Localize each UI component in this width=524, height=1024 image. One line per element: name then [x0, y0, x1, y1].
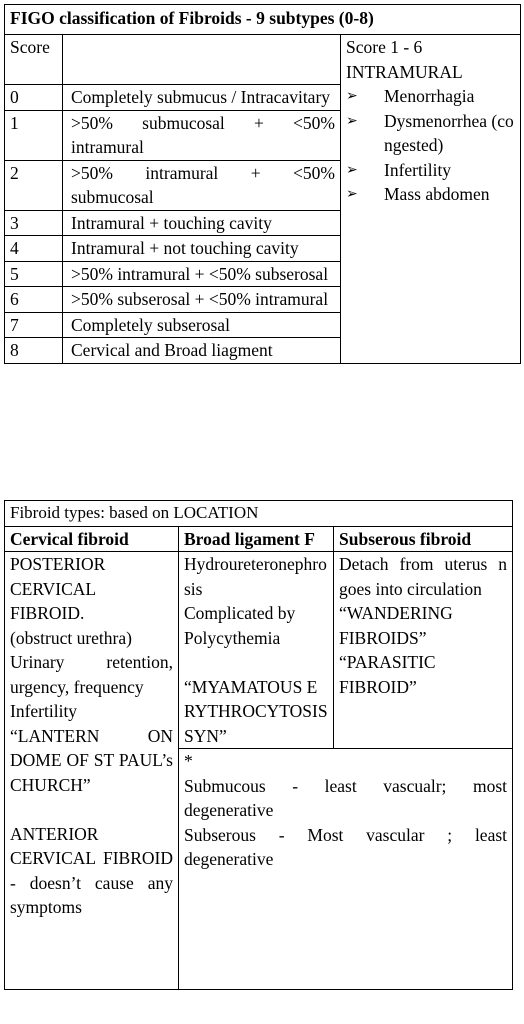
score-cell: 6 — [5, 287, 63, 313]
description-cell: >50% intramural + <50% subserosal — [63, 261, 341, 287]
location-body-row — [5, 552, 513, 749]
symptom-text: Menorrhagia — [384, 86, 475, 106]
cervical-fibroid-cell — [5, 552, 179, 990]
arrow-bullet-icon: ➢ — [346, 88, 358, 104]
symptom-text: Mass abdomen — [384, 184, 490, 204]
cervical-line: “LANTERN ON DOME OF ST PAUL’s CHURCH” — [10, 725, 173, 795]
broad-line: Complicated by Polycythemia — [184, 603, 296, 648]
arrow-bullet-icon: ➢ — [346, 161, 358, 178]
cervical-line: Infertility — [10, 701, 78, 721]
score-cell: 8 — [5, 338, 63, 364]
figo-title: FIGO classification of Fibroids - 9 subtypes (0-8) — [5, 5, 521, 35]
score-header: Score — [5, 35, 63, 85]
score-range: Score 1 - 6 — [346, 37, 423, 57]
subserous-line: “WANDERING FIBROIDS” — [339, 603, 453, 648]
broad-line: “MYAMATOUS ERYTHROCYTOSIS SYN” — [184, 676, 328, 746]
broad-spacer — [184, 650, 328, 675]
description-cell: >50% subserosal + <50% intramural — [63, 287, 341, 313]
note-line: Subserous - Most vascular ; least degenerative — [184, 824, 508, 869]
description-cell: Completely subserosal — [63, 312, 341, 338]
score-cell: 3 — [5, 210, 63, 236]
subserous-fibroid-cell — [334, 552, 513, 749]
note-line: * — [184, 751, 193, 771]
score-cell: 0 — [5, 85, 63, 111]
location-header-row — [5, 526, 513, 552]
cervical-line: (obstruct urethra) — [10, 627, 132, 648]
description-cell: Completely submucus / Intracavitary — [63, 85, 341, 111]
note-line: Submucous - least vascualr; most degenerative — [184, 775, 508, 820]
figo-table — [4, 4, 521, 364]
intramural-summary-cell — [341, 35, 521, 364]
subserous-line: “PARASITIC FIBROID” — [339, 652, 436, 697]
cervical-line: POSTERIOR CERVICAL FIBROID. — [10, 554, 106, 623]
location-caption: Fibroid types: based on LOCATION — [5, 501, 513, 527]
broad-ligament-header: Broad ligament F — [179, 526, 334, 552]
description-cell: Intramural + touching cavity — [63, 210, 341, 236]
figo-title-row — [5, 5, 521, 35]
description-cell: Cervical and Broad liagment — [63, 338, 341, 364]
broad-line: Hydroureteronephrosis — [184, 554, 327, 599]
location-table — [4, 500, 513, 990]
score-cell: 1 — [5, 110, 63, 160]
arrow-bullet-icon: ➢ — [346, 186, 358, 202]
description-cell: >50% submucosal + <50% intramural — [63, 110, 341, 160]
subserous-line: Detach from uterus n goes into circulation — [339, 554, 508, 599]
description-cell: >50% intramural + <50% submucosal — [63, 160, 341, 210]
symptom-bullet — [346, 84, 515, 109]
score-cell: 2 — [5, 160, 63, 210]
broad-ligament-cell — [179, 552, 334, 749]
symptom-bullet — [346, 109, 515, 158]
cervical-header: Cervical fibroid — [5, 526, 179, 552]
score-cell: 4 — [5, 236, 63, 262]
symptom-text: Infertility — [384, 159, 452, 180]
subserous-header: Subserous fibroid — [334, 526, 513, 552]
score-cell: 5 — [5, 261, 63, 287]
score-cell: 7 — [5, 312, 63, 338]
cervical-spacer — [10, 797, 173, 822]
description-cell: Intramural + not touching cavity — [63, 236, 341, 262]
cervical-line: Urinary retention, urgency, frequency — [10, 652, 173, 697]
symptom-text: Dysmenorrhea (congested) — [384, 110, 514, 155]
vascularity-note-cell — [179, 749, 513, 990]
cervical-line: ANTERIOR CERVICAL FIBROID - doesn’t cause any symptoms — [10, 823, 173, 917]
symptom-bullet — [346, 182, 515, 207]
arrow-bullet-icon: ➢ — [346, 112, 358, 129]
figo-header-row — [5, 35, 521, 85]
empty-header-cell — [63, 35, 341, 85]
symptom-bullet — [346, 158, 515, 183]
location-caption-row — [5, 501, 513, 527]
intramural-category: INTRAMURAL — [346, 61, 463, 82]
